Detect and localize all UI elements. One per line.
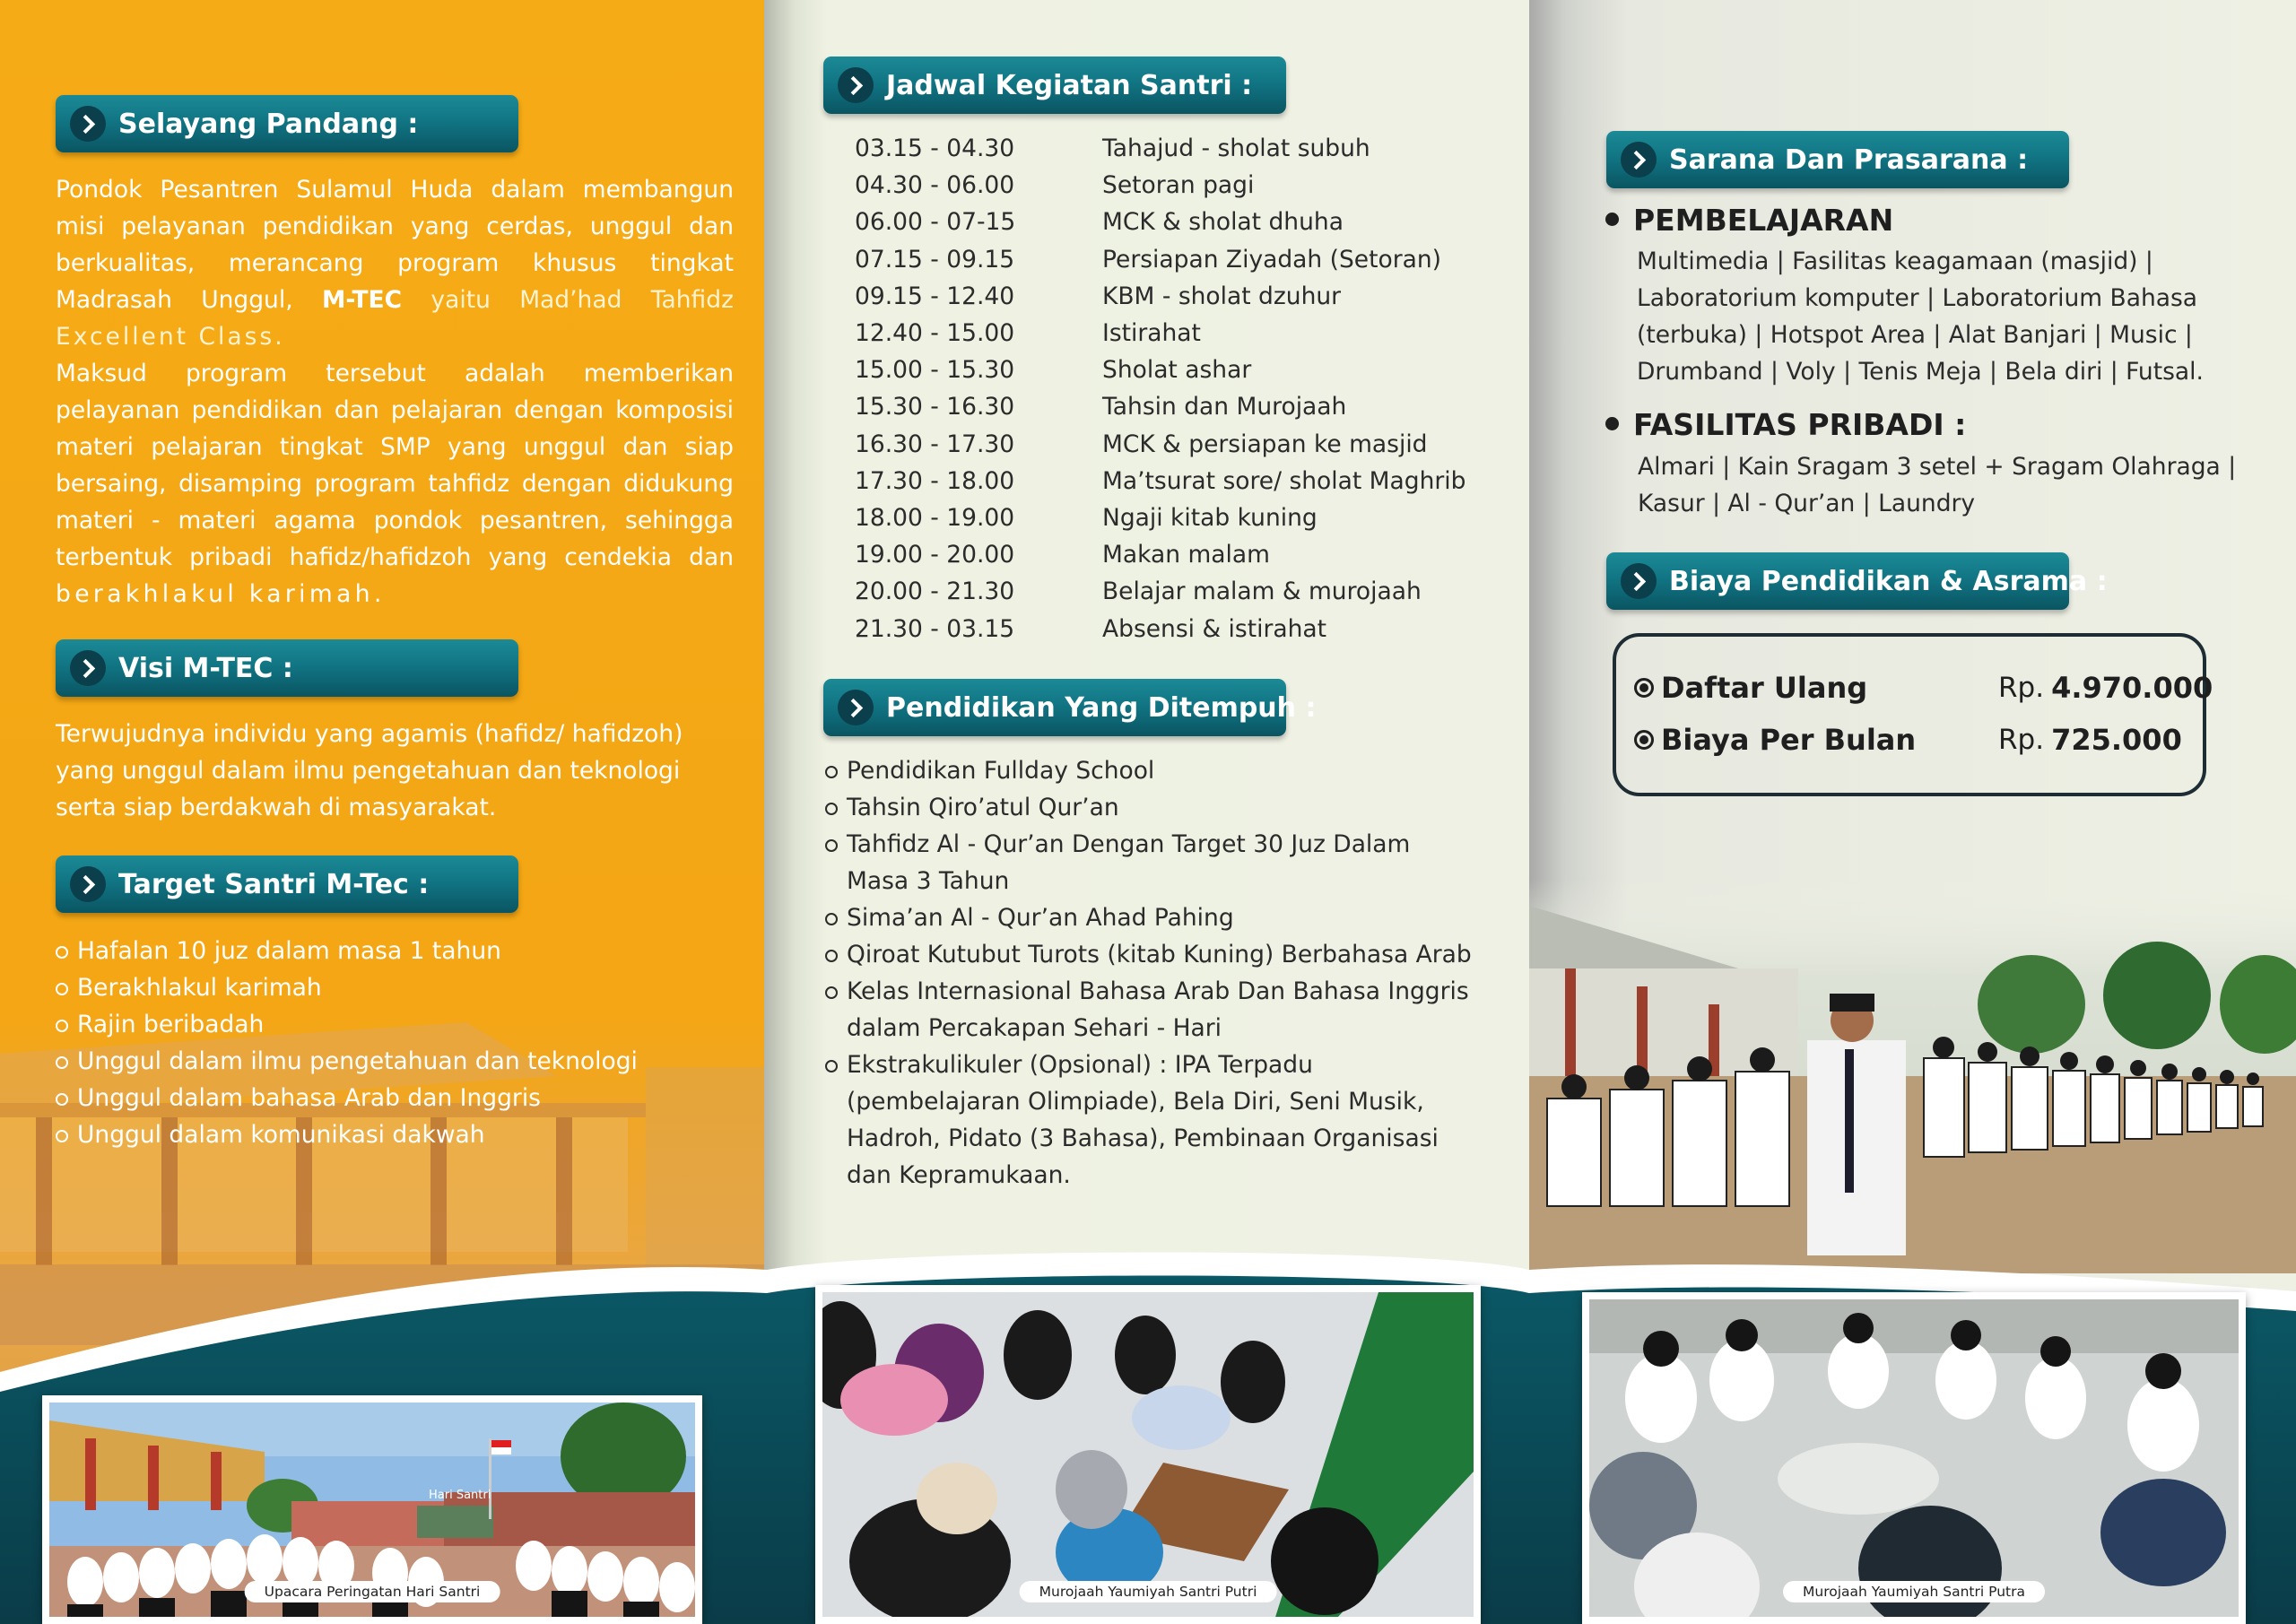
selayang-header: [56, 95, 518, 152]
text-line: Tahsin Qiro’atul Qur’an: [847, 794, 1119, 821]
text-line: Terwujudnya individu yang agamis (hafidz/ hafidzoh): [56, 720, 683, 748]
fee-amount: 725.000: [2051, 723, 2182, 757]
text-line: [56, 282, 734, 318]
chevron-right-icon: [70, 650, 106, 686]
table-row: [855, 610, 1465, 647]
text-line: terbentuk pribadi hafidz/hafidzoh yang cendekia dan: [56, 543, 734, 571]
activity-cell: Absensi & istirahat: [1102, 614, 1327, 643]
list-item: [823, 899, 1505, 936]
text-line: Drumband | Voly | Tenis Meja | Bela diri | Futsal.: [1637, 358, 2204, 386]
target-header: [56, 855, 518, 913]
photo-murojaah-putri: [815, 1285, 1481, 1624]
fee-currency: Rp.: [1998, 672, 2045, 704]
text-line: Kasur | Al - Qur’an | Laundry: [1638, 490, 1976, 517]
text-line: Almari | Kain Sragam 3 setel + Sragam Olahraga |: [1638, 453, 2237, 481]
target-list: [54, 933, 735, 1153]
table-row: [855, 278, 1465, 315]
assembly-backdrop-image: [1529, 879, 2296, 1273]
fee-row-daftar-ulang: [1634, 671, 2213, 705]
fasilitas-pribadi-text: [1638, 448, 2283, 522]
target-title: Target Santri M-Tec :: [118, 868, 430, 900]
visi-title: Visi M-TEC :: [118, 652, 293, 684]
chevron-right-icon: [70, 866, 106, 902]
activity-cell: KBM - sholat dzuhur: [1102, 282, 1342, 310]
list-item: [823, 752, 1505, 789]
text-line: berkualitas, merancang program khusus tingkat: [56, 249, 734, 277]
activity-cell: Makan malam: [1102, 541, 1270, 569]
visi-paragraph: [56, 716, 737, 826]
radio-bullet-icon: [1634, 730, 1654, 750]
fee-row-biaya-per-bulan: [1634, 723, 2182, 757]
text-line: dan Kepramukaan.: [847, 1161, 1071, 1189]
list-item: Unggul dalam ilmu pengetahuan dan teknologi: [54, 1043, 735, 1080]
text-line: pelayanan pendidikan dan pelajaran dengan komposisi: [56, 396, 734, 424]
photo-caption: Upacara Peringatan Hari Santri: [245, 1581, 500, 1602]
photo-upacara: [42, 1395, 702, 1624]
sarana-title: Sarana Dan Prasarana :: [1669, 143, 2029, 176]
fee-currency: Rp.: [1998, 724, 2045, 756]
list-item: [823, 973, 1505, 1046]
time-cell: 20.00 - 21.30: [855, 578, 1015, 606]
list-item: Unggul dalam komunikasi dakwah: [54, 1116, 735, 1153]
activity-cell: Ma’tsurat sore/ sholat Maghrib: [1102, 466, 1466, 495]
activity-cell: MCK & sholat dhuha: [1102, 208, 1344, 237]
table-row: [855, 204, 1465, 240]
schedule-table: [855, 130, 1465, 647]
text-line: (terbuka) | Hotspot Area | Alat Banjari | Music |: [1637, 321, 2193, 349]
table-row: [855, 388, 1465, 425]
chevron-right-icon: [838, 690, 874, 725]
table-row: [855, 499, 1465, 536]
list-item: Hafalan 10 juz dalam masa 1 tahun: [54, 933, 735, 969]
visi-header: [56, 639, 518, 697]
mtec-highlight: M-TEC: [321, 286, 403, 314]
chevron-right-icon: [70, 106, 106, 142]
pembelajaran-heading: PEMBELAJARAN: [1605, 203, 1893, 238]
text-segment: Madrasah Unggul,: [56, 286, 293, 314]
activity-cell: Belajar malam & murojaah: [1102, 578, 1422, 606]
table-row: [855, 167, 1465, 204]
fee-label: Biaya Per Bulan: [1661, 723, 1917, 757]
table-row: [855, 315, 1465, 352]
fasilitas-pribadi-heading: FASILITAS PRIBADI :: [1605, 407, 1966, 442]
table-row: [855, 352, 1465, 388]
pendidikan-header: [823, 679, 1317, 736]
radio-bullet-icon: [1634, 678, 1654, 698]
photo-caption: Murojaah Yaumiyah Santri Putri: [1020, 1581, 1277, 1602]
activity-cell: Setoran pagi: [1102, 171, 1255, 200]
list-item: [823, 789, 1505, 826]
selayang-title: Selayang Pandang :: [118, 108, 419, 140]
fee-label: Daftar Ulang: [1661, 671, 1868, 705]
time-cell: 16.30 - 17.30: [855, 430, 1015, 458]
biaya-title: Biaya Pendidikan & Asrama :: [1669, 565, 2108, 597]
text-line: serta siap berdakwah di masyarakat.: [56, 794, 497, 821]
list-item: [823, 826, 1505, 899]
list-item: Berakhlakul karimah: [54, 969, 735, 1006]
chevron-right-icon: [1621, 142, 1657, 178]
activity-cell: Tahsin dan Murojaah: [1102, 393, 1347, 421]
photo-murojaah-putra: [1582, 1292, 2246, 1624]
text-line: bersaing, disamping program tahfidz dengan didukung: [56, 470, 734, 498]
text-line: materi pelajaran tingkat SMP yang unggul dan siap: [56, 433, 734, 461]
chevron-right-icon: [1621, 563, 1657, 599]
text-line: Tahfidz Al - Qur’an Dengan Target 30 Juz Dalam: [847, 830, 1411, 858]
text-line: (pembelajaran Olimpiade), Bela Diri, Seni Musik,: [847, 1088, 1424, 1116]
time-cell: 06.00 - 07-15: [855, 208, 1016, 237]
list-item: Rajin beribadah: [54, 1006, 735, 1043]
table-row: [855, 426, 1465, 463]
activity-cell: Ngaji kitab kuning: [1102, 503, 1318, 532]
biaya-header: [1606, 552, 2108, 610]
photo-caption: Murojaah Yaumiyah Santri Putra: [1783, 1581, 2045, 1602]
chevron-right-icon: [838, 67, 874, 103]
activity-cell: Persiapan Ziyadah (Setoran): [1102, 245, 1441, 274]
text-line: Pondok Pesantren Sulamul Huda dalam membangun: [56, 176, 734, 204]
murojaah-putra-scene-image: [1589, 1299, 2239, 1624]
activity-cell: Tahajud - sholat subuh: [1102, 135, 1370, 163]
activity-cell: Sholat ashar: [1102, 356, 1252, 385]
text-line: Excellent Class.: [56, 323, 285, 351]
fee-box: [1613, 633, 2213, 796]
fee-amount: 4.970.000: [2051, 671, 2213, 705]
text-line: materi - materi agama pondok pesantren, sehingga: [56, 507, 734, 534]
table-row: [855, 463, 1465, 499]
selayang-paragraph: [56, 171, 734, 612]
list-item: [823, 936, 1505, 973]
text-line: Maksud program tersebut adalah memberikan: [56, 360, 734, 387]
table-row: [855, 536, 1465, 573]
text-line: Multimedia | Fasilitas keagamaan (masjid) |: [1637, 248, 2153, 275]
time-cell: 04.30 - 06.00: [855, 171, 1015, 200]
text-line: Sima’an Al - Qur’an Ahad Pahing: [847, 904, 1234, 932]
time-cell: 15.00 - 15.30: [855, 356, 1015, 385]
table-row: [855, 130, 1465, 167]
pendidikan-title: Pendidikan Yang Ditempuh :: [886, 691, 1317, 724]
text-line: Ekstrakulikuler (Opsional) : IPA Terpadu: [847, 1051, 1313, 1079]
text-line: yang unggul dalam ilmu pengetahuan dan teknologi: [56, 757, 681, 785]
text-line: misi pelayanan pendidikan yang cerdas, unggul dan: [56, 213, 734, 240]
time-cell: 18.00 - 19.00: [855, 503, 1015, 532]
text-segment: yaitu Mad’had Tahfidz: [430, 286, 734, 314]
time-cell: 21.30 - 03.15: [855, 614, 1015, 643]
text-line: Qiroat Kutubut Turots (kitab Kuning) Berbahasa Arab: [847, 941, 1472, 968]
jadwal-title: Jadwal Kegiatan Santri :: [886, 69, 1253, 101]
time-cell: 19.00 - 20.00: [855, 541, 1015, 569]
activity-cell: MCK & persiapan ke masjid: [1102, 430, 1428, 458]
list-item: Unggul dalam bahasa Arab dan Inggris: [54, 1080, 735, 1116]
time-cell: 09.15 - 12.40: [855, 282, 1015, 310]
text-line: Hadroh, Pidato (3 Bahasa), Pembinaan Organisasi: [847, 1125, 1439, 1152]
text-line: Masa 3 Tahun: [847, 867, 1010, 895]
time-cell: 03.15 - 04.30: [855, 135, 1015, 163]
jadwal-header: [823, 56, 1286, 114]
list-item: [823, 1046, 1505, 1194]
time-cell: 17.30 - 18.00: [855, 466, 1015, 495]
time-cell: 12.40 - 15.00: [855, 319, 1015, 348]
pembelajaran-text: [1637, 243, 2283, 390]
pendidikan-list: [823, 752, 1505, 1194]
text-line: Kelas Internasional Bahasa Arab Dan Bahasa Inggris: [847, 977, 1469, 1005]
text-line: Pendidikan Fullday School: [847, 757, 1155, 785]
text-line: Laboratorium komputer | Laboratorium Bahasa: [1637, 284, 2198, 312]
time-cell: 07.15 - 09.15: [855, 245, 1015, 274]
text-line: berakhlakul karimah.: [56, 580, 386, 608]
table-row: [855, 573, 1465, 610]
text-line: dalam Percakapan Sehari - Hari: [847, 1014, 1222, 1042]
activity-cell: Istirahat: [1102, 319, 1201, 348]
table-row: [855, 241, 1465, 278]
time-cell: 15.30 - 16.30: [855, 393, 1015, 421]
hari-santri-sign: Hari Santri: [429, 1489, 491, 1502]
murojaah-putri-scene-image: [822, 1292, 1474, 1624]
sarana-header: [1606, 131, 2069, 188]
